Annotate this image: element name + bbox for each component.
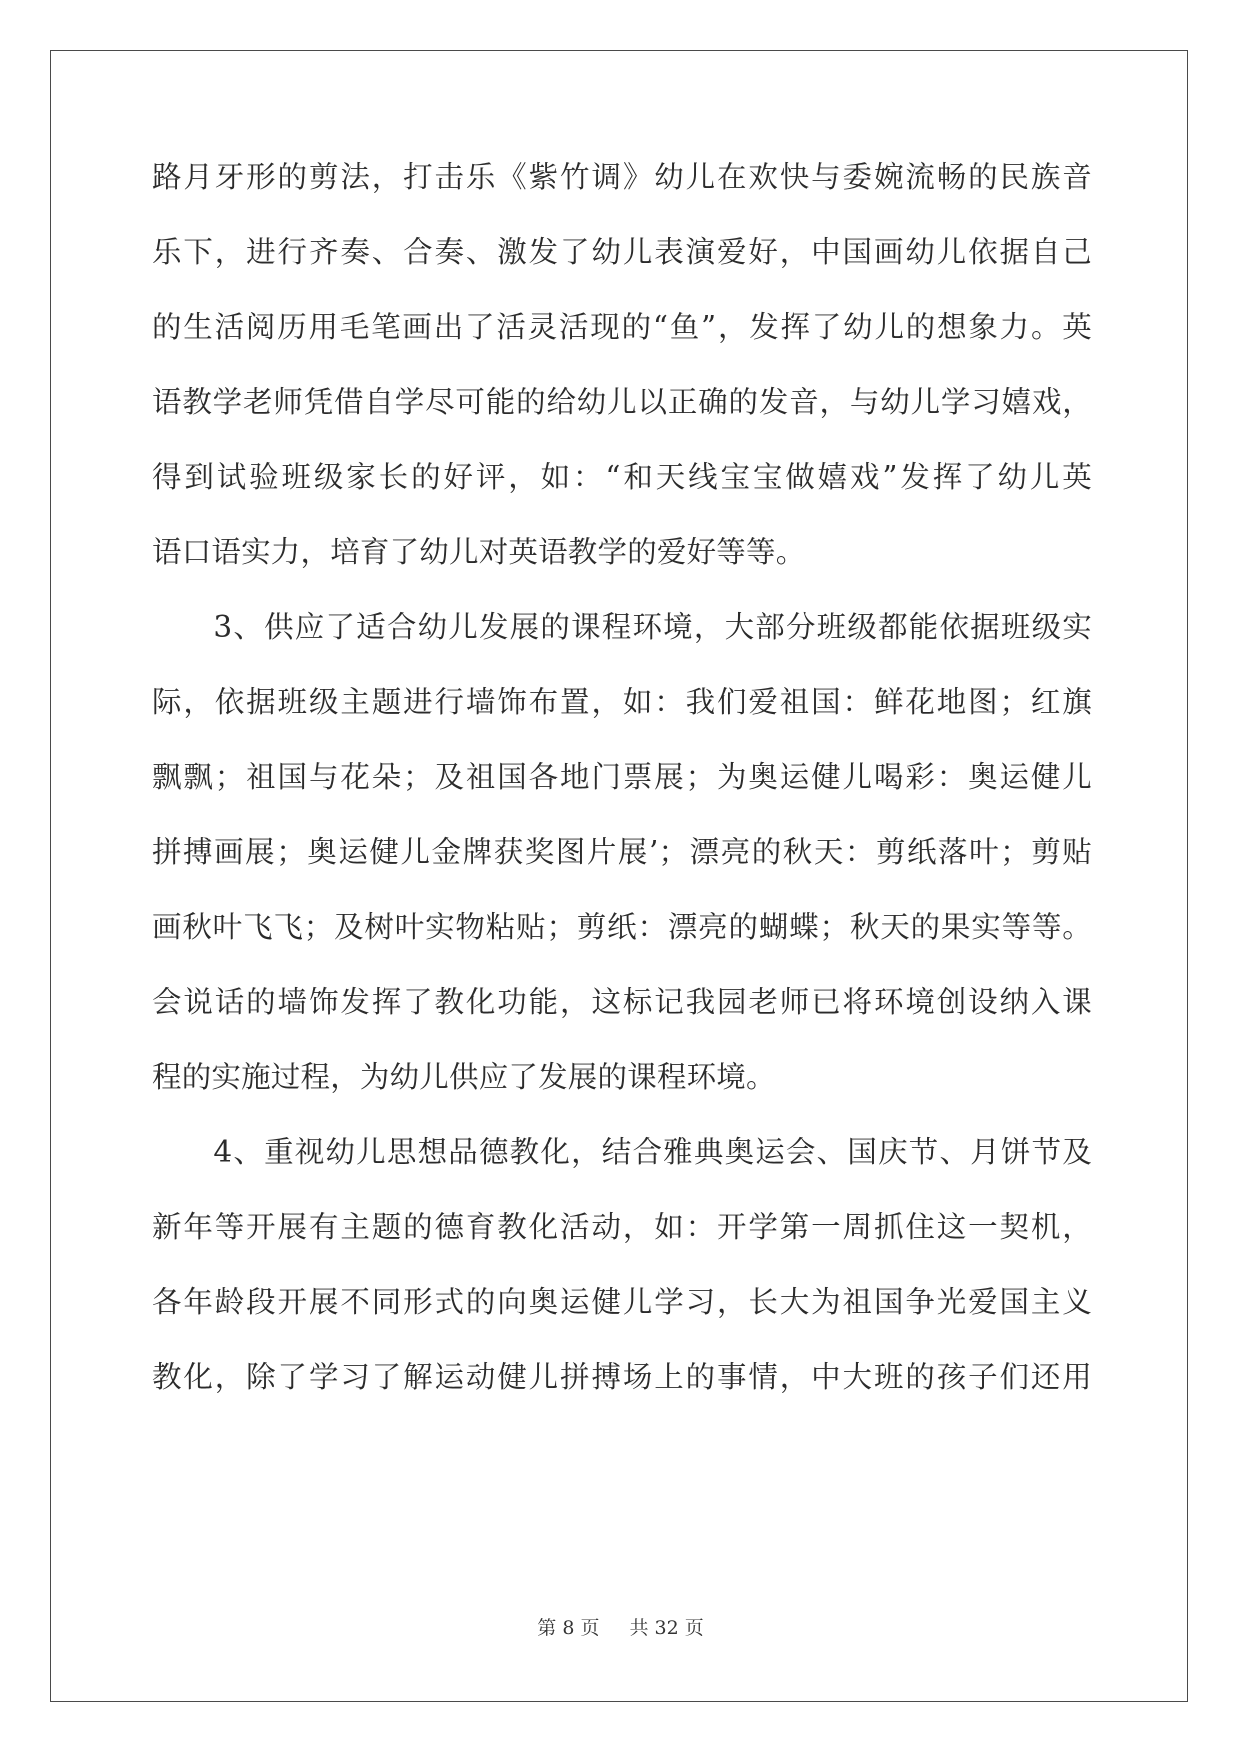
- page-number: 第 8 页: [537, 1617, 600, 1639]
- document-body: [152, 162, 1092, 1437]
- text-line: 得到试验班级家长的好评，如：“和天线宝宝做嬉戏”发挥了幼儿英: [152, 460, 1092, 494]
- page-footer: [0, 1613, 1241, 1640]
- text-line: 语口语实力，培育了幼儿对英语教学的爱好等等。: [152, 535, 806, 569]
- page-total: 共 32 页: [629, 1617, 704, 1639]
- text-line: 的生活阅历用毛笔画出了活灵活现的“鱼”，发挥了幼儿的想象力。英: [152, 310, 1092, 344]
- text-line: 新年等开展有主题的德育教化活动，如：开学第一周抓住这一契机，: [152, 1210, 1092, 1244]
- text-line: 际，依据班级主题进行墙饰布置，如：我们爱祖国：鲜花地图；红旗: [152, 685, 1092, 719]
- text-line: 拼搏画展；奥运健儿金牌获奖图片展’；漂亮的秋天：剪纸落叶；剪贴: [152, 835, 1092, 869]
- text-line: 各年龄段开展不同形式的向奥运健儿学习，长大为祖国争光爱国主义: [152, 1285, 1092, 1319]
- text-line: 画秋叶飞飞；及树叶实物粘贴；剪纸：漂亮的蝴蝶；秋天的果实等等。: [152, 910, 1092, 944]
- text-line: 程的实施过程，为幼儿供应了发展的课程环境。: [152, 1060, 776, 1094]
- text-line: 语教学老师凭借自学尽可能的给幼儿以正确的发音，与幼儿学习嬉戏，: [152, 385, 1092, 419]
- text-line: 会说话的墙饰发挥了教化功能，这标记我园老师已将环境创设纳入课: [152, 985, 1092, 1019]
- text-line: 路月牙形的剪法，打击乐《紫竹调》幼儿在欢快与委婉流畅的民族音: [152, 160, 1092, 194]
- text-line: 乐下，进行齐奏、合奏、激发了幼儿表演爱好，中国画幼儿依据自己: [152, 235, 1092, 269]
- text-line: 4、重视幼儿思想品德教化，结合雅典奥运会、国庆节、月饼节及: [152, 1135, 1092, 1169]
- text-line: 教化，除了学习了解运动健儿拼搏场上的事情，中大班的孩子们还用: [152, 1360, 1092, 1394]
- text-line: 飘飘；祖国与花朵；及祖国各地门票展；为奥运健儿喝彩：奥运健儿: [152, 760, 1092, 794]
- text-line: 3、供应了适合幼儿发展的课程环境，大部分班级都能依据班级实: [152, 610, 1092, 644]
